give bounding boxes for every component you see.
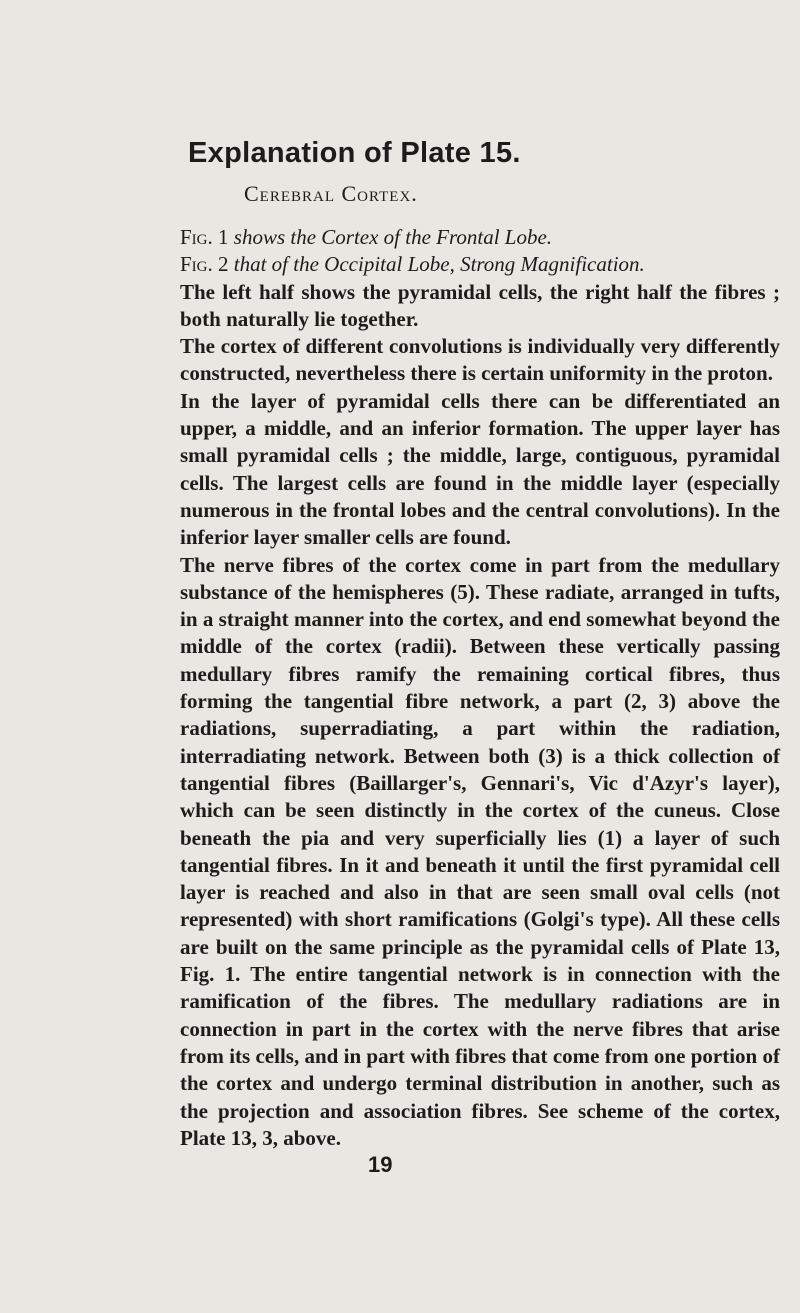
figure-label: Fig. — [180, 252, 213, 277]
page-title: Explanation of Plate 15. — [188, 137, 521, 169]
figure-description: that of the Occipital Lobe, Strong Magnification. — [233, 252, 645, 277]
figure-description: shows the Cortex of the Frontal Lobe. — [233, 225, 553, 249]
paragraph-4: The nerve fibres of the cortex come in part from the medullary substance of the hemispheres (5). These radiate, arranged in tufts, in a straight manner into the cortex, and end somewhat beyond the middle of the cortex (radii). Between these vertically passing medullary fibres ramify the remaining cortical fibres, thus forming the tangential fibre network, a part (2, 3) above the radiations, superradiating, a part within the radiation, interradiating network. Between both (3) is a thick collection of tangential fibres (Baillarger's, Gennari's, Vic d'Azyr's layer), which can be seen distinctly in the cortex of the cuneus. Close beneath the pia and very superficially lies (1) a layer of such tangential fibres. In it and beneath it until the first pyramidal cell layer is reached and also in that are seen small oval cells (not represented) with short ramifications (Golgi's type). All these cells are built on the same principle as the pyramidal cells of Plate 13, Fig. 1. The entire tangential network is in connection with the ramification of the fibres. The medullary radiations are in connection in part in the cortex with the nerve fibres that arise from its cells, and in part with fibres that come from one portion of the cortex and undergo terminal distribution in another, such as the projection and association fibres. See scheme of the cortex, Plate 13, 3, above. — [180, 552, 780, 1150]
paragraph-3: In the layer of pyramidal cells there can be differentiated an upper, a middle, and an inferior formation. The upper layer has small pyramidal cells ; the middle, large, contiguous, pyramidal cells. The largest cells are found in the middle layer (especially numerous in the frontal lobes and the central convolutions). In the inferior layer smaller cells are found. — [180, 388, 780, 550]
section-subtitle: Cerebral Cortex. — [244, 181, 418, 206]
figure-caption-1 — [180, 224, 780, 251]
body-text — [180, 224, 780, 1152]
page-number: 19 — [368, 1152, 393, 1177]
figure-number: 1 — [218, 225, 229, 249]
figure-label: Fig. — [180, 225, 213, 249]
figure-caption-2 — [180, 251, 780, 278]
paragraph-1: The left half shows the pyramidal cells, the right half the fibres ; both naturally lie together. — [180, 279, 780, 331]
paragraph-2: The cortex of different convolutions is individually very differently constructed, nevertheless there is certain uniformity in the proton. — [180, 334, 780, 386]
figure-number: 2 — [218, 252, 229, 277]
page-content — [180, 130, 780, 1152]
